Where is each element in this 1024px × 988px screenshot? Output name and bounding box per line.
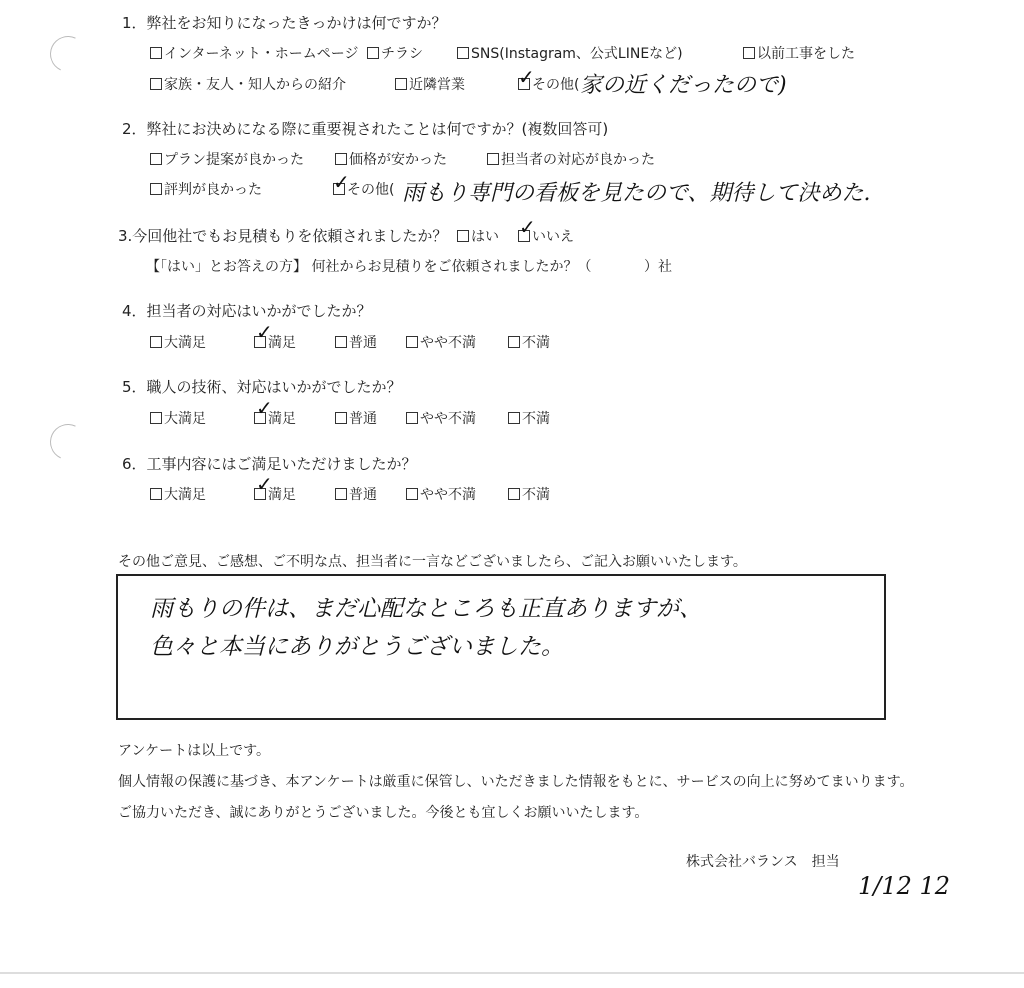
checkbox[interactable] bbox=[150, 78, 162, 90]
q6-option-satisfied[interactable]: 満足 bbox=[254, 484, 296, 504]
q2-option-price[interactable]: 価格が安かった bbox=[335, 149, 447, 169]
q5-option-somewhat-dissatisfied[interactable]: やや不満 bbox=[406, 408, 476, 428]
checkbox[interactable] bbox=[150, 336, 162, 348]
q4-option-very-satisfied[interactable]: 大満足 bbox=[150, 332, 206, 352]
checkbox[interactable] bbox=[335, 488, 347, 500]
checkbox[interactable] bbox=[335, 153, 347, 165]
checkbox[interactable] bbox=[487, 153, 499, 165]
comments-line-2: 色々と本当にありがとうございました。 bbox=[150, 634, 564, 660]
q1-handwritten-answer: 家の近くだったので) bbox=[580, 73, 787, 98]
q6-option-dissatisfied[interactable]: 不満 bbox=[508, 484, 550, 504]
question-1: 1．弊社をお知りになったきっかけは何ですか？ bbox=[122, 14, 447, 32]
q4-option-dissatisfied[interactable]: 不満 bbox=[508, 332, 550, 352]
q4-option-somewhat-dissatisfied[interactable]: やや不満 bbox=[406, 332, 476, 352]
scan-edge bbox=[0, 972, 1024, 974]
checkbox[interactable] bbox=[457, 47, 469, 59]
company-name: 株式会社バランス 担当 bbox=[686, 854, 840, 870]
q6-option-neutral[interactable]: 普通 bbox=[335, 484, 377, 504]
check-mark: ✓ bbox=[519, 215, 536, 239]
q3-followup: 【「はい」とお答えの方】 何社からお見積りをご依頼されましたか？（ bbox=[146, 259, 592, 275]
check-mark: ✓ bbox=[256, 320, 273, 344]
checkbox[interactable] bbox=[508, 336, 520, 348]
checkbox[interactable] bbox=[150, 412, 162, 424]
checkbox[interactable] bbox=[367, 47, 379, 59]
q1-option-neighborhood[interactable]: 近隣営業 bbox=[395, 74, 465, 94]
q5-option-satisfied[interactable]: 満足 bbox=[254, 408, 296, 428]
q4-option-neutral[interactable]: 普通 bbox=[335, 332, 377, 352]
q5-option-dissatisfied[interactable]: 不満 bbox=[508, 408, 550, 428]
q1-option-internet[interactable]: インターネット・ホームページ bbox=[150, 43, 358, 63]
q5-option-very-satisfied[interactable]: 大満足 bbox=[150, 408, 206, 428]
q5-option-neutral[interactable]: 普通 bbox=[335, 408, 377, 428]
footer-end-notice: アンケートは以上です。 bbox=[118, 743, 271, 759]
punch-hole-middle bbox=[45, 419, 91, 465]
checkbox[interactable] bbox=[150, 47, 162, 59]
comments-line-1: 雨もりの件は、まだ心配なところも正直ありますが、 bbox=[150, 596, 702, 622]
checkbox[interactable] bbox=[457, 230, 469, 242]
checkbox[interactable] bbox=[406, 336, 418, 348]
check-mark: ✓ bbox=[256, 472, 273, 496]
q1-option-other[interactable]: その他( bbox=[518, 74, 579, 94]
checkbox[interactable] bbox=[335, 336, 347, 348]
q1-option-referral[interactable]: 家族・友人・知人からの紹介 bbox=[150, 74, 346, 94]
checkbox[interactable] bbox=[150, 153, 162, 165]
check-mark: ✓ bbox=[333, 170, 350, 194]
q1-option-sns[interactable]: SNS(Instagram、公式LINEなど) bbox=[457, 43, 683, 63]
checkbox[interactable] bbox=[406, 488, 418, 500]
q2-handwritten-answer: 雨もり専門の看板を見たので、期待して決めた. bbox=[402, 181, 871, 206]
checkbox[interactable] bbox=[508, 412, 520, 424]
q2-option-reputation[interactable]: 評判が良かった bbox=[150, 179, 262, 199]
q6-option-very-satisfied[interactable]: 大満足 bbox=[150, 484, 206, 504]
q3-option-no[interactable]: いいえ bbox=[518, 226, 574, 246]
punch-hole-top bbox=[45, 31, 91, 77]
handwritten-date: 1/12 12 bbox=[858, 872, 951, 900]
q2-option-other[interactable]: その他( bbox=[333, 179, 394, 199]
q3-followup-end: ）社 bbox=[644, 259, 672, 275]
checkbox[interactable] bbox=[150, 488, 162, 500]
q4-option-satisfied[interactable]: 満足 bbox=[254, 332, 296, 352]
question-3: 3.今回他社でもお見積もりを依頼されましたか？ bbox=[118, 227, 448, 245]
checkbox[interactable] bbox=[335, 412, 347, 424]
q3-option-yes[interactable]: はい bbox=[457, 226, 499, 246]
check-mark: ✓ bbox=[256, 396, 273, 420]
checkbox[interactable] bbox=[743, 47, 755, 59]
footer-thanks: ご協力いただき、誠にありがとうございました。今後とも宜しくお願いいたします。 bbox=[118, 805, 649, 821]
checkbox[interactable] bbox=[395, 78, 407, 90]
q6-option-somewhat-dissatisfied[interactable]: やや不満 bbox=[406, 484, 476, 504]
q1-option-previous[interactable]: 以前工事をした bbox=[743, 43, 855, 63]
question-6: 6．工事内容にはご満足いただけましたか？ bbox=[122, 455, 417, 473]
q2-option-plan[interactable]: プラン提案が良かった bbox=[150, 149, 304, 169]
comments-prompt: その他ご意見、ご感想、ご不明な点、担当者に一言などございましたら、ご記入お願いいたします。 bbox=[118, 554, 747, 570]
q1-option-flyer[interactable]: チラシ bbox=[367, 43, 423, 63]
footer-privacy-notice: 個人情報の保護に基づき、本アンケートは厳重に保管し、いただきました情報をもとに、サービスの向上に努めてまいります。 bbox=[118, 774, 914, 790]
checkbox[interactable] bbox=[406, 412, 418, 424]
q2-option-staff[interactable]: 担当者の対応が良かった bbox=[487, 149, 655, 169]
checkbox[interactable] bbox=[150, 183, 162, 195]
question-4: 4．担当者の対応はいかがでしたか？ bbox=[122, 302, 372, 320]
question-2: 2．弊社にお決めになる際に重要視されたことは何ですか？(複数回答可) bbox=[122, 120, 609, 138]
question-5: 5．職人の技術、対応はいかがでしたか？ bbox=[122, 378, 402, 396]
checkbox[interactable] bbox=[508, 488, 520, 500]
check-mark: ✓ bbox=[518, 65, 535, 89]
